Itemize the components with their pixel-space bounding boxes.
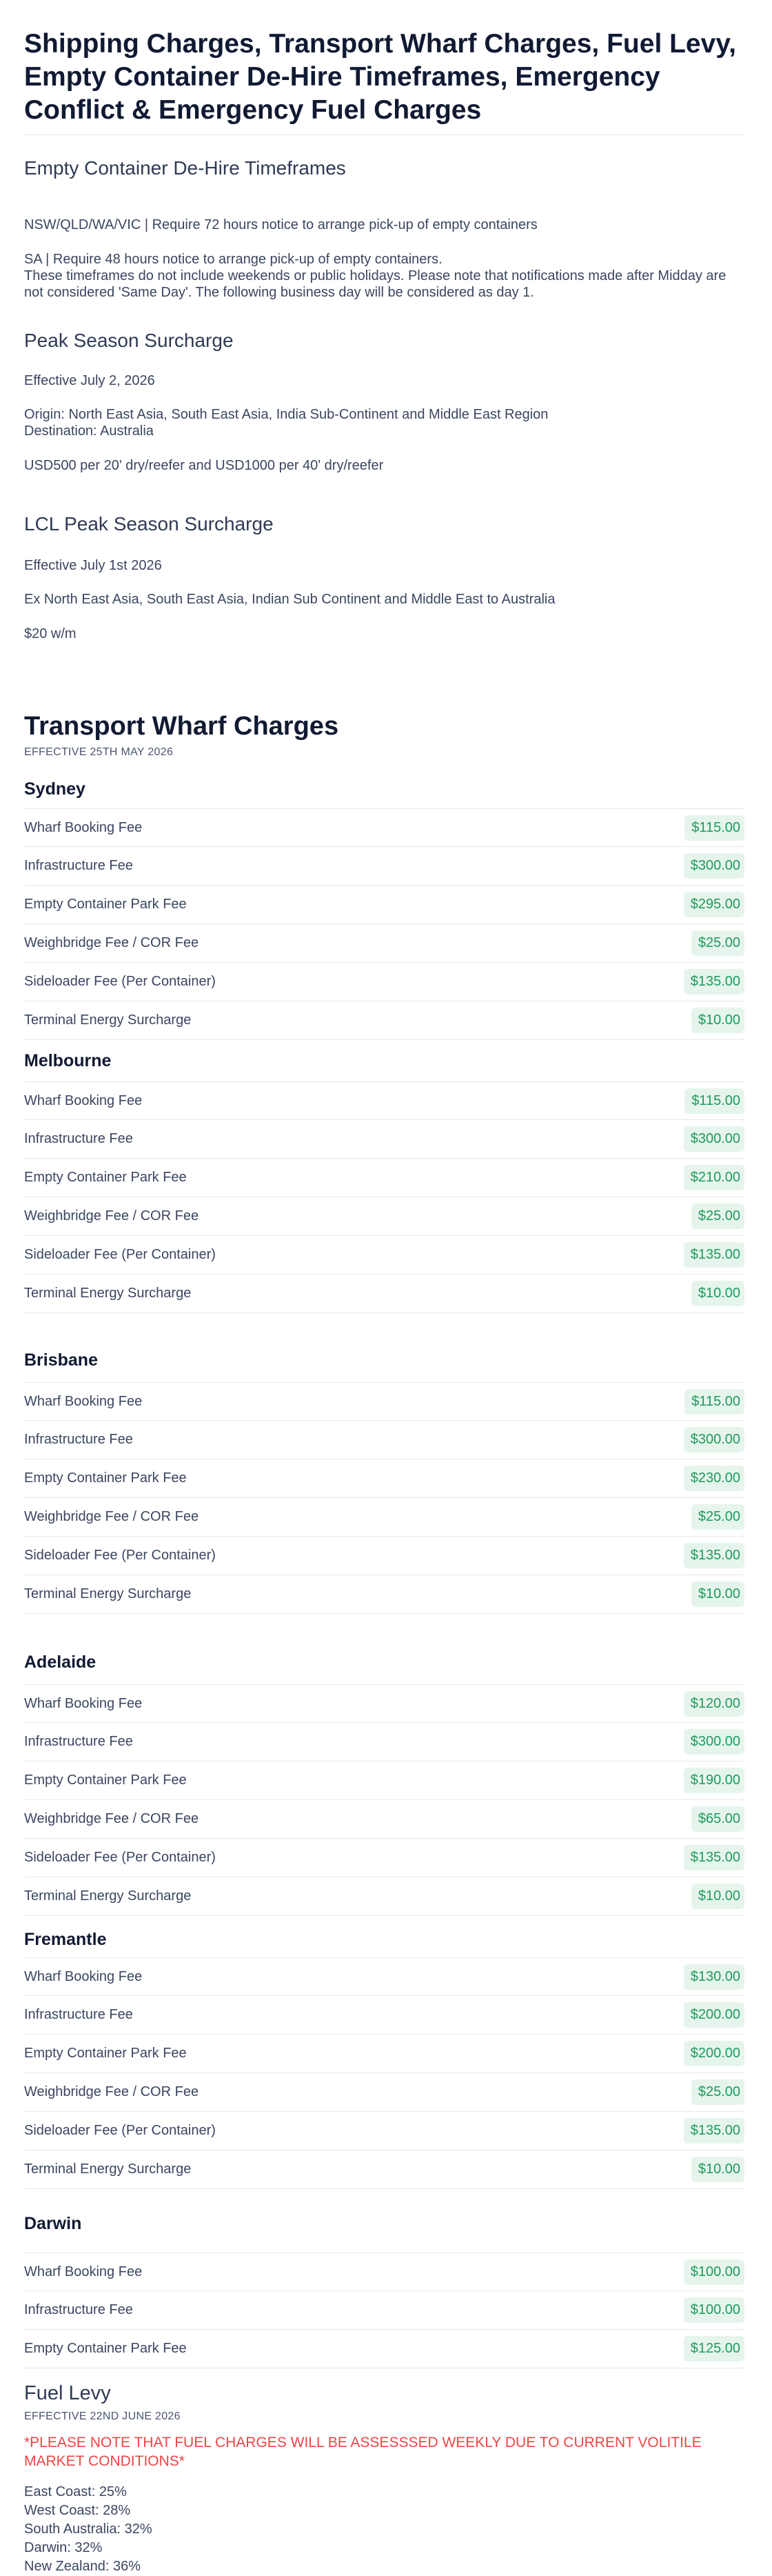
fee-label: Wharf Booking Fee — [24, 1393, 143, 1409]
fee-price: $10.00 — [691, 1884, 744, 1909]
fee-label: Terminal Energy Surcharge — [24, 1586, 192, 1601]
fuel-item: South Australia: 32% — [24, 2522, 152, 2537]
fee-price: $135.00 — [684, 1242, 744, 1268]
dehire-nsw-text: NSW/QLD/WA/VIC | Require 72 hours notice to arrange pick-up of empty containers — [24, 217, 538, 232]
fee-row — [24, 1575, 744, 1614]
fuel-effective: EFFECTIVE 22ND JUNE 2026 — [24, 2410, 181, 2422]
fee-price: $115.00 — [684, 1389, 744, 1415]
peak-effective: Effective July 2, 2026 — [24, 373, 155, 388]
fee-label: Wharf Booking Fee — [24, 819, 143, 835]
fee-label: Empty Container Park Fee — [24, 2046, 187, 2061]
fee-price: $200.00 — [684, 2002, 744, 2028]
fuel-warning: *PLEASE NOTE THAT FUEL CHARGES WILL BE ASSESSSED WEEKLY DUE TO CURRENT VOLITILE MARKET CONDITIONS* — [24, 2435, 702, 2469]
dehire-heading: Empty Container De-Hire Timeframes — [24, 157, 346, 179]
fee-label: Weighbridge Fee / COR Fee — [24, 2084, 199, 2099]
fee-price: $25.00 — [691, 1204, 744, 1229]
fee-price: $295.00 — [684, 892, 744, 917]
fee-price: $125.00 — [684, 2336, 744, 2362]
lcl-heading: LCL Peak Season Surcharge — [24, 513, 274, 535]
dehire-note-line: These timeframes do not include weekends or public holidays. Please note that notifications made after Midday are not considered 'Same Day'. The following business day will be considered as day 1. — [24, 268, 727, 300]
city-darwin: Darwin — [24, 2214, 82, 2233]
fee-row — [24, 1761, 744, 1800]
fee-label: Weighbridge Fee / COR Fee — [24, 1509, 199, 1524]
fee-price: $25.00 — [691, 930, 744, 956]
fee-price: $10.00 — [691, 1008, 744, 1033]
fee-row — [24, 1996, 744, 2035]
fee-price: $10.00 — [691, 1581, 744, 1607]
fee-price: $100.00 — [684, 2297, 744, 2323]
fee-label: Sideloader Fee (Per Container) — [24, 1548, 216, 1563]
fee-label: Empty Container Park Fee — [24, 897, 187, 912]
fee-price: $130.00 — [684, 1964, 744, 1990]
fee-row — [24, 963, 744, 1001]
fee-row — [24, 1081, 744, 1120]
fee-label: Weighbridge Fee / COR Fee — [24, 1811, 199, 1826]
fee-row — [24, 808, 744, 847]
lcl-route: Ex North East Asia, South East Asia, Indian Sub Continent and Middle East to Australia — [24, 592, 556, 607]
fee-row — [24, 2112, 744, 2150]
fee-price: $190.00 — [684, 1768, 744, 1793]
fee-row — [24, 1382, 744, 1421]
fee-row — [24, 2291, 744, 2330]
fee-row — [24, 1684, 744, 1723]
fee-price: $115.00 — [684, 815, 744, 841]
fee-row — [24, 924, 744, 963]
fee-row — [24, 1498, 744, 1537]
title-divider — [24, 134, 744, 135]
fee-row — [24, 1839, 744, 1877]
fuel-list — [24, 2483, 152, 2576]
fee-row — [24, 1537, 744, 1575]
fee-label: Weighbridge Fee / COR Fee — [24, 935, 199, 950]
fee-price: $200.00 — [684, 2041, 744, 2066]
fee-row — [24, 847, 744, 886]
peak-heading: Peak Season Surcharge — [24, 330, 234, 351]
fee-label: Wharf Booking Fee — [24, 1968, 143, 1984]
fee-row — [24, 1800, 744, 1839]
fee-row — [24, 1459, 744, 1498]
fee-label: Empty Container Park Fee — [24, 1773, 187, 1788]
fee-row — [24, 1957, 744, 1996]
city-adelaide: Adelaide — [24, 1653, 96, 1672]
fee-label: Sideloader Fee (Per Container) — [24, 974, 216, 989]
peak-rate: USD500 per 20' dry/reefer and USD1000 per 40' dry/reefer — [24, 458, 384, 473]
fee-price: $135.00 — [684, 2118, 744, 2144]
fee-price: $65.00 — [691, 1806, 744, 1832]
fee-price: $120.00 — [684, 1691, 744, 1717]
fee-price: $300.00 — [684, 1729, 744, 1755]
fee-label: Wharf Booking Fee — [24, 1695, 143, 1711]
peak-origin: Origin: North East Asia, South East Asia, India Sub-Continent and Middle East Region — [24, 407, 549, 422]
fee-label: Sideloader Fee (Per Container) — [24, 1247, 216, 1262]
fuel-item: Darwin: 32% — [24, 2540, 103, 2555]
fuel-item: East Coast: 25% — [24, 2484, 127, 2499]
fee-row — [24, 886, 744, 924]
fee-label: Infrastructure Fee — [24, 858, 133, 873]
fee-label: Infrastructure Fee — [24, 1432, 133, 1447]
fee-label: Infrastructure Fee — [24, 1131, 133, 1146]
city-fremantle: Fremantle — [24, 1930, 107, 1949]
fee-label: Terminal Energy Surcharge — [24, 1012, 192, 1028]
fee-row — [24, 1159, 744, 1197]
fee-price: $100.00 — [684, 2259, 744, 2285]
wharf-heading: Transport Wharf Charges — [24, 712, 339, 741]
fee-label: Empty Container Park Fee — [24, 1470, 187, 1486]
fee-price: $25.00 — [691, 1504, 744, 1530]
page-title: Shipping Charges, Transport Wharf Charges, Fuel Levy, Empty Container De-Hire Timeframes, Emergency Conflict & Emergency Fuel Charges — [24, 29, 736, 125]
city-sydney: Sydney — [24, 779, 85, 799]
fee-label: Sideloader Fee (Per Container) — [24, 1850, 216, 1865]
fee-row — [24, 1001, 744, 1040]
fuel-item: New Zealand: 36% — [24, 2559, 141, 2574]
fee-label: Wharf Booking Fee — [24, 1092, 143, 1108]
fee-price: $135.00 — [684, 969, 744, 995]
fee-price: $300.00 — [684, 853, 744, 879]
fee-price: $135.00 — [684, 1543, 744, 1568]
fee-row — [24, 1275, 744, 1313]
fee-price: $10.00 — [691, 1281, 744, 1306]
fee-row — [24, 2150, 744, 2189]
fee-label: Terminal Energy Surcharge — [24, 2161, 192, 2177]
fee-price: $135.00 — [684, 1845, 744, 1870]
fee-price: $210.00 — [684, 1165, 744, 1190]
fee-row — [24, 1197, 744, 1236]
fee-row — [24, 1120, 744, 1159]
fee-label: Terminal Energy Surcharge — [24, 1286, 192, 1301]
fee-label: Weighbridge Fee / COR Fee — [24, 1208, 199, 1224]
fee-price: $300.00 — [684, 1126, 744, 1152]
fee-row — [24, 1421, 744, 1459]
dehire-sa-line: SA | Require 48 hours notice to arrange pick-up of empty containers. — [24, 252, 443, 267]
fee-price: $230.00 — [684, 1466, 744, 1491]
fee-row — [24, 1877, 744, 1916]
city-melbourne: Melbourne — [24, 1051, 112, 1070]
fee-label: Infrastructure Fee — [24, 2007, 133, 2022]
fee-row — [24, 2253, 744, 2291]
lcl-effective: Effective July 1st 2026 — [24, 558, 162, 573]
fee-price: $10.00 — [691, 2157, 744, 2182]
fuel-heading: Fuel Levy — [24, 2382, 111, 2404]
fee-label: Infrastructure Fee — [24, 1734, 133, 1749]
fee-price: $25.00 — [691, 2079, 744, 2105]
fee-row — [24, 1723, 744, 1761]
fee-label: Empty Container Park Fee — [24, 2341, 187, 2356]
fee-label: Sideloader Fee (Per Container) — [24, 2123, 216, 2138]
lcl-rate: $20 w/m — [24, 626, 77, 641]
fee-row — [24, 2073, 744, 2112]
fee-label: Empty Container Park Fee — [24, 1170, 187, 1185]
fee-label: Wharf Booking Fee — [24, 2264, 143, 2279]
fee-row — [24, 2035, 744, 2073]
fuel-item: West Coast: 28% — [24, 2503, 131, 2518]
fee-label: Infrastructure Fee — [24, 2302, 133, 2317]
fee-label: Terminal Energy Surcharge — [24, 1888, 192, 1904]
fee-price: $115.00 — [684, 1088, 744, 1114]
peak-destination: Destination: Australia — [24, 423, 154, 439]
fee-row — [24, 1236, 744, 1275]
dehire-sa-text — [24, 251, 744, 301]
wharf-effective: EFFECTIVE 25TH MAY 2026 — [24, 746, 174, 758]
fee-row — [24, 2330, 744, 2368]
fee-price: $300.00 — [684, 1427, 744, 1452]
city-brisbane: Brisbane — [24, 1350, 98, 1370]
